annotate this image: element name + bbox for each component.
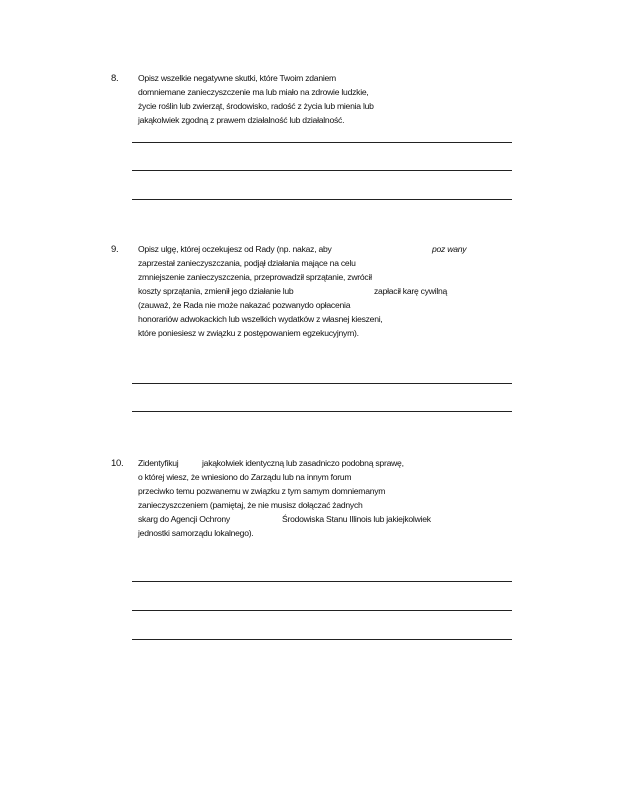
question-8-line-1: Opisz wszelkie negatywne skutki, które Twoim zdaniem: [138, 73, 336, 83]
question-9-answer-line-2[interactable]: [132, 411, 512, 412]
question-10-answer-line-2[interactable]: [132, 610, 512, 611]
question-10-srodowiska: Środowiska Stanu Illinois lub jakiejkolwiek: [282, 514, 431, 524]
question-8-number: 8.: [111, 73, 119, 84]
question-10-line-6: jednostki samorządu lokalnego).: [138, 528, 254, 538]
question-9-number: 9.: [111, 244, 119, 255]
question-10-line-5: skarg do Agencji Ochrony: [138, 514, 230, 524]
question-9-line-6: honorariów adwokackich lub wszelkich wydatków z własnej kieszeni,: [138, 314, 383, 324]
question-8-line-3: życie roślin lub zwierząt, środowisko, radość z życia lub mienia lub: [138, 101, 374, 111]
question-10-answer-line-3[interactable]: [132, 639, 512, 640]
question-9-line-5: (zauważ, że Rada nie może nakazać pozwanydo opłacenia: [138, 300, 351, 310]
question-8-line-4: jakąkolwiek zgodną z prawem działalność lub działalność.: [138, 115, 345, 125]
question-10-identyczna: jakąkolwiek identyczną lub zasadniczo podobną sprawę,: [202, 458, 404, 468]
question-8-line-2: domniemane zanieczyszczenie ma lub miało na zdrowie ludzkie,: [138, 87, 369, 97]
question-9-line-3: zmniejszenie zanieczyszczenia, przeprowadził sprzątanie, zwrócił: [138, 272, 372, 282]
question-9-line-7: które poniesiesz w związku z postępowaniem egzekucyjnym).: [138, 328, 359, 338]
question-9-kara: zapłacił karę cywilną: [374, 286, 448, 296]
question-10-line-3: przeciwko temu pozwanemu w związku z tym samym domniemanym: [138, 486, 386, 496]
question-10-line-2: o której wiesz, że wniesiono do Zarządu lub na innym forum: [138, 472, 352, 482]
question-9-line-2: zaprzestał zanieczyszczania, podjął działania mające na celu: [138, 258, 356, 268]
question-9-line-1: Opisz ulgę, której oczekujesz od Rady (np. nakaz, aby: [138, 244, 332, 254]
question-9-line-4: koszty sprzątania, zmienił jego działanie lub: [138, 286, 294, 296]
question-8-answer-line-2[interactable]: [132, 170, 512, 171]
question-10-number: 10.: [111, 458, 124, 469]
question-8-answer-line-1[interactable]: [132, 142, 512, 143]
question-10-line-1: Zidentyfikuj: [138, 458, 179, 468]
question-9-answer-line-1[interactable]: [132, 383, 512, 384]
question-9-pozwany: poz wany: [432, 244, 467, 254]
question-8-answer-line-3[interactable]: [132, 199, 512, 200]
question-10-answer-line-1[interactable]: [132, 581, 512, 582]
question-10-line-4: zanieczyszczeniem (pamiętaj, że nie musisz dołączać żadnych: [138, 500, 363, 510]
